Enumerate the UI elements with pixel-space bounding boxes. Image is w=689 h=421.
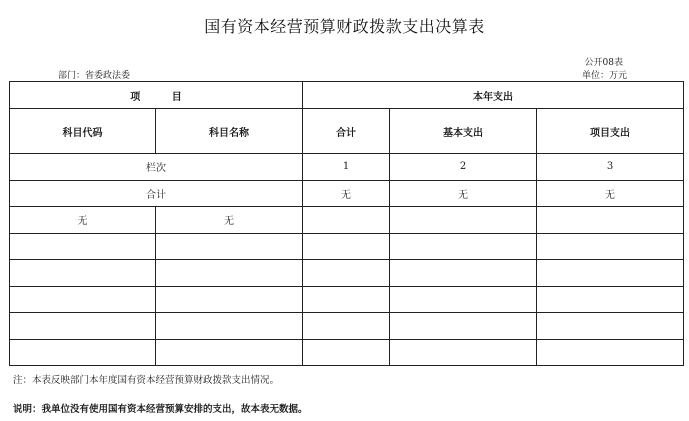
total-row-basic: 无: [390, 180, 537, 207]
table-row: [10, 339, 684, 366]
empty-cell: [537, 207, 684, 234]
header-row-columns: [10, 109, 684, 154]
header-current-year-expenditure: 本年支出: [303, 82, 684, 109]
empty-cell: [537, 286, 684, 313]
data-row-code: 无: [10, 207, 156, 234]
empty-cell: [10, 286, 156, 313]
empty-cell: [10, 260, 156, 287]
header-project-expenditure: 项目支出: [537, 109, 684, 154]
empty-cell: [156, 260, 303, 287]
column-number-3: 3: [537, 154, 684, 181]
empty-cell: [303, 339, 390, 366]
total-row: [10, 180, 684, 207]
header-row-top: [10, 82, 684, 109]
empty-cell: [303, 286, 390, 313]
empty-cell: [156, 313, 303, 340]
empty-cell: [303, 313, 390, 340]
table-row: [10, 260, 684, 287]
table-row: [10, 207, 684, 234]
empty-cell: [303, 207, 390, 234]
header-total: 合计: [303, 109, 390, 154]
table-explanation: 说明：我单位没有使用国有资本经营预算安排的支出，故本表无数据。: [13, 404, 308, 415]
empty-cell: [390, 313, 537, 340]
empty-cell: [303, 260, 390, 287]
header-basic-expenditure: 基本支出: [390, 109, 537, 154]
empty-cell: [156, 286, 303, 313]
table-row: [10, 286, 684, 313]
department-label: 部门：省委政法委: [58, 71, 131, 81]
table-row: [10, 313, 684, 340]
empty-cell: [10, 313, 156, 340]
total-row-total: 无: [303, 180, 390, 207]
empty-cell: [303, 233, 390, 260]
empty-cell: [390, 339, 537, 366]
empty-cell: [156, 339, 303, 366]
column-number-label: 栏次: [10, 154, 303, 181]
unit-label: 单位：万元: [581, 71, 627, 81]
empty-cell: [390, 260, 537, 287]
table-row: [10, 233, 684, 260]
empty-cell: [390, 207, 537, 234]
empty-cell: [390, 233, 537, 260]
form-number: 公开08表: [584, 58, 623, 68]
column-number-row: [10, 154, 684, 181]
empty-cell: [10, 233, 156, 260]
empty-cell: [537, 313, 684, 340]
table-note: 注：本表反映部门本年度国有资本经营预算财政拨款支出情况。: [13, 375, 280, 386]
empty-cell: [537, 233, 684, 260]
column-number-1: 1: [303, 154, 390, 181]
header-subject-name: 科目名称: [156, 109, 303, 154]
empty-cell: [156, 233, 303, 260]
page-title: 国有资本经营预算财政拨款支出决算表: [204, 17, 485, 36]
empty-cell: [390, 286, 537, 313]
empty-cell: [537, 339, 684, 366]
empty-cell: [537, 260, 684, 287]
column-number-2: 2: [390, 154, 537, 181]
header-items: 项 目: [10, 82, 303, 109]
total-row-project: 无: [537, 180, 684, 207]
empty-cell: [10, 339, 156, 366]
total-row-label: 合计: [10, 180, 303, 207]
expenditure-table: [9, 81, 684, 366]
data-row-name: 无: [156, 207, 303, 234]
header-subject-code: 科目代码: [10, 109, 156, 154]
